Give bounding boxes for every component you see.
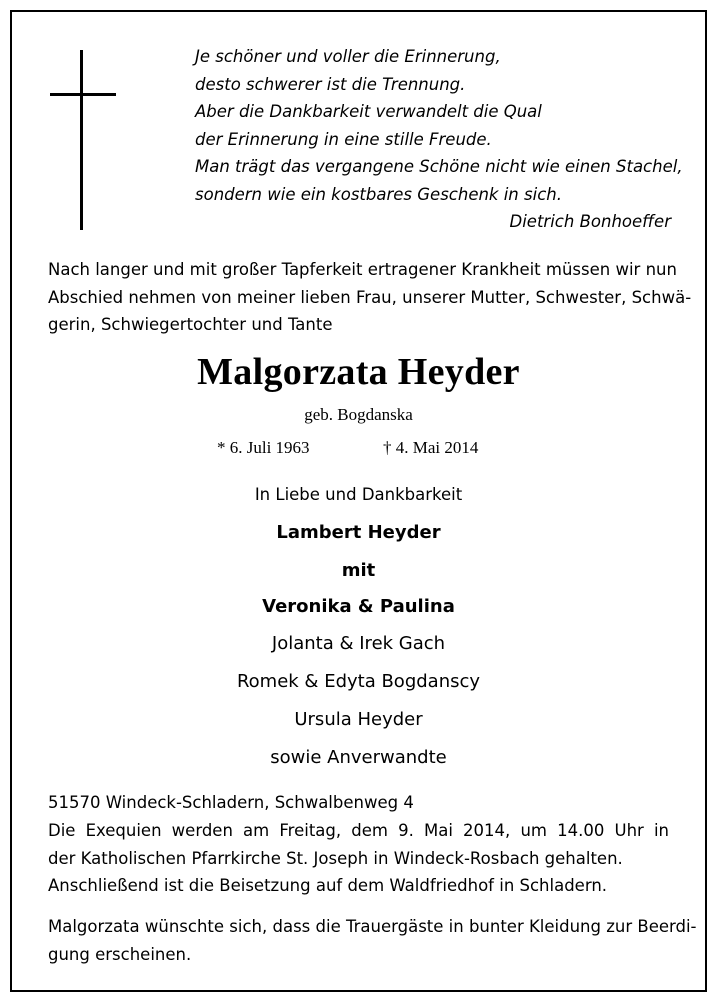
service-line: der Katholischen Pfarrkirche St. Joseph in Windeck-Rosbach gehalten. (48, 848, 623, 868)
service-line: Die Exequien werden am Freitag, dem 9. Mai 2014, um 14.00 Uhr in (48, 821, 669, 840)
wish-line: gung erscheinen. (48, 944, 192, 964)
intro-text (48, 256, 692, 339)
mourner-name: Lambert Heyder (276, 522, 441, 543)
mourner-name: Romek & Edyta Bogdanscy (236, 671, 481, 692)
poem-line: sondern wie ein kostbares Geschenk in sich. (195, 184, 562, 204)
mourner-name: Ursula Heyder (294, 709, 423, 730)
death-date: † 4. Mai 2014 (383, 438, 479, 457)
intro-line: gerin, Schwiegertochter und Tante (48, 315, 333, 334)
mourner-name: Jolanta & Irek Gach (271, 633, 446, 654)
poem-line: Je schöner und voller die Erinnerung, (195, 47, 501, 66)
wish-line: Malgorzata wünschte sich, dass die Trauergäste in bunter Kleidung zur Beerdi- (48, 917, 697, 936)
service-line: Anschließend ist die Beisetzung auf dem Waldfriedhof in Schladern. (48, 876, 608, 895)
cross-icon (50, 50, 116, 230)
deceased-name: Malgorzata Heyder (197, 351, 520, 393)
poem-quote (195, 43, 683, 236)
mourner-connector: mit (341, 560, 376, 581)
mourner-name: sowie Anverwandte (270, 747, 447, 768)
poem-line: Aber die Dankbarkeit verwandelt die Qual (195, 102, 542, 121)
poem-author: Dietrich Bonhoeffer (509, 212, 671, 231)
birth-date: * 6. Juli 1963 (217, 438, 310, 457)
birth-name: geb. Bogdanska (304, 405, 413, 424)
service-info (48, 817, 669, 900)
family-address: 51570 Windeck-Schladern, Schwalbenweg 4 (48, 793, 414, 812)
intro-line: Nach langer und mit großer Tapferkeit ertragener Krankheit müssen wir nun (48, 260, 677, 279)
dress-wish (48, 913, 697, 968)
mourner-name: Veronika & Paulina (262, 596, 455, 617)
obituary-frame (10, 10, 707, 992)
poem-line: Man trägt das vergangene Schöne nicht wie einen Stachel, (195, 157, 683, 176)
intro-line: Abschied nehmen von meiner lieben Frau, unserer Mutter, Schwester, Schwä- (48, 287, 692, 307)
poem-line: der Erinnerung in eine stille Freude. (195, 129, 492, 149)
poem-line: desto schwerer ist die Trennung. (195, 74, 466, 94)
mourners-intro: In Liebe und Dankbarkeit (254, 485, 463, 504)
